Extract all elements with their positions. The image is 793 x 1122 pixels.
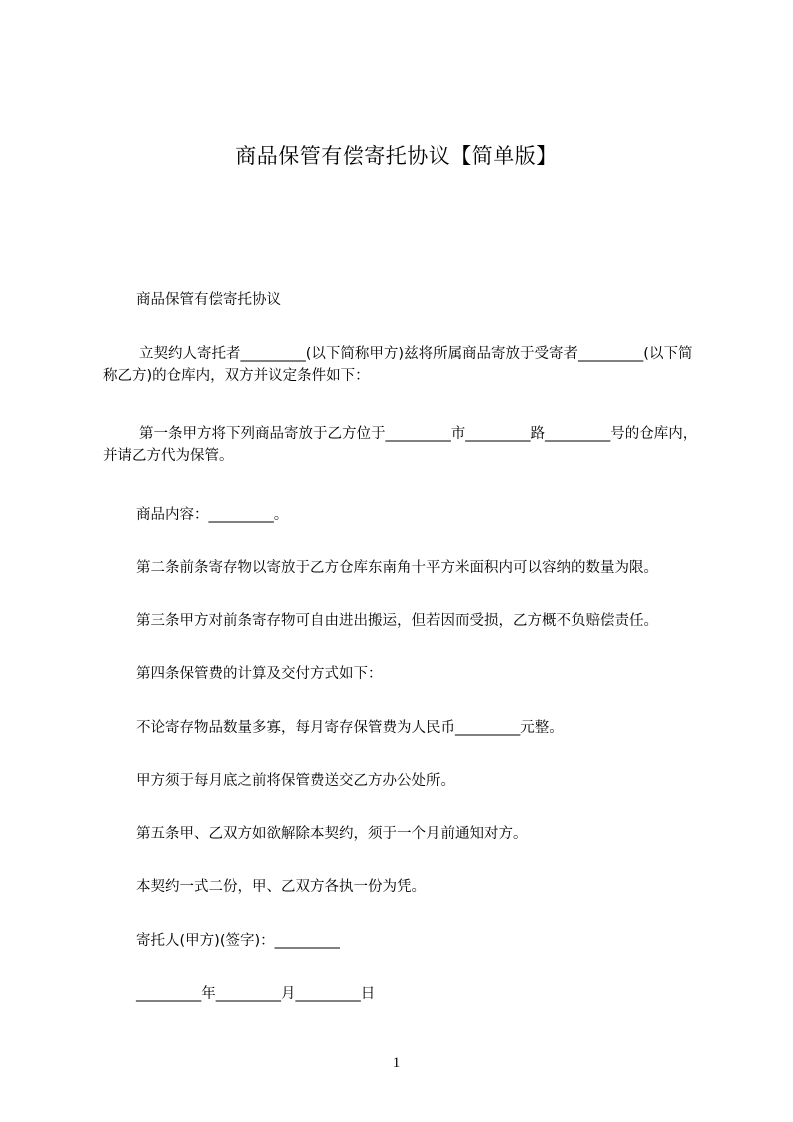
parties-paragraph: 立契约人寄托者_________(以下简称甲方)兹将所属商品寄放于受寄者_________(以下简称乙方)的仓库内，双方并议定条件如下：	[103, 346, 693, 384]
document-title: 商品保管有偿寄托协议【简单版】	[235, 144, 558, 168]
payment-paragraph: 甲方须于每月底之前将保管费送交乙方办公处所。	[136, 773, 455, 789]
article-5-paragraph: 第五条甲、乙双方如欲解除本契约，须于一个月前通知对方。	[136, 826, 528, 842]
page-number: 1	[392, 1055, 401, 1071]
goods-content-line: 商品内容：_________。	[136, 507, 289, 523]
fee-paragraph: 不论寄存物品数量多寡，每月寄存保管费为人民币_________元整。	[136, 720, 564, 736]
agreement-heading: 商品保管有偿寄托协议	[136, 292, 281, 308]
signature-line: 寄托人(甲方)(签字)：_________	[136, 933, 340, 949]
article-1-paragraph: 第一条甲方将下列商品寄放于乙方位于_________市_________路_________号的仓库内，并请乙方代为保管。	[103, 426, 698, 464]
article-4-paragraph: 第四条保管费的计算及交付方式如下：	[136, 666, 383, 682]
date-line: _________年_________月_________日	[136, 986, 376, 1002]
article-3-paragraph: 第三条甲方对前条寄存物可自由进出搬运，但若因而受损，乙方概不负赔偿责任。	[136, 613, 658, 629]
copies-paragraph: 本契约一式二份，甲、乙双方各执一份为凭。	[136, 879, 426, 895]
article-2-paragraph: 第二条前条寄存物以寄放于乙方仓库东南角十平方米面积内可以容纳的数量为限。	[136, 560, 658, 576]
